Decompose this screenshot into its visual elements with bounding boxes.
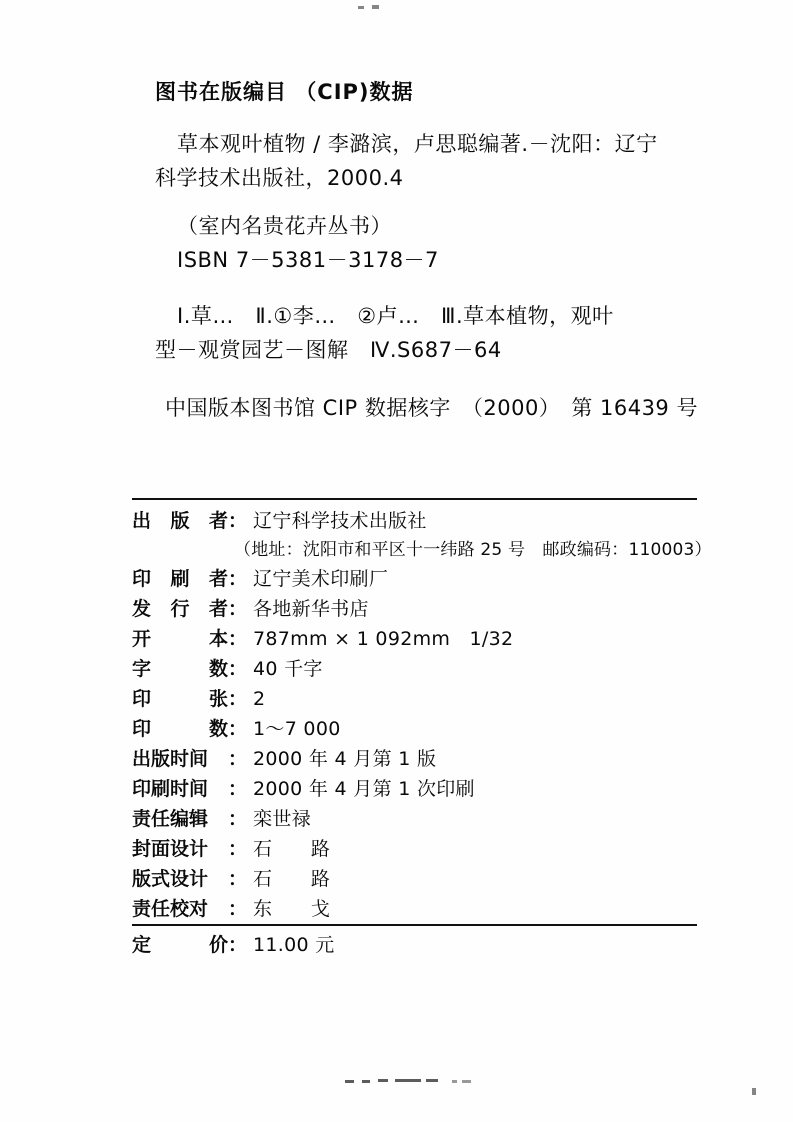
colophon-row (132, 654, 697, 684)
colophon-row-label: 出版者 (132, 510, 228, 532)
colophon-row (132, 714, 697, 744)
colophon-row-value: 2000 年 4 月第 1 版 (253, 748, 437, 770)
colophon-row (132, 564, 697, 594)
colophon-colon: ： (228, 868, 248, 890)
colophon-rows (132, 506, 712, 924)
publisher-address: （地址：沈阳市和平区十一纬路 25 号 邮政编码：110003） (234, 540, 712, 560)
colophon-row-label: 字数 (132, 658, 228, 680)
colophon-row-value: 石 路 (253, 838, 331, 860)
cip-classification-line-2: 型－观赏园艺－图解 Ⅳ.S687－64 (155, 338, 502, 363)
colophon-block (132, 498, 712, 960)
colophon-row-value: 石 路 (253, 868, 331, 890)
cip-series: （室内名贵花卉丛书） (177, 214, 392, 239)
colophon-colon: ： (228, 510, 248, 532)
scan-artifact (378, 1079, 388, 1082)
colophon-row-label: 封面设计 (132, 838, 209, 860)
cip-title-group (155, 127, 715, 195)
cip-title-line-1: 草本观叶植物 / 李潞滨，卢思聪编著.－沈阳：辽宁 (177, 132, 658, 157)
colophon-row-label: 责任编辑 (132, 808, 209, 830)
colophon-row-value: 1～7 000 (253, 718, 341, 740)
colophon-row-value: 2 (253, 688, 266, 710)
colophon-row-label: 发行者 (132, 598, 228, 620)
colophon-row-label: 出版时间 (132, 748, 209, 770)
colophon-colon: ： (228, 598, 248, 620)
colophon-row (132, 774, 697, 804)
colophon-row-label: 印张 (132, 688, 228, 710)
cip-isbn: ISBN 7－5381－3178－7 (177, 248, 439, 273)
colophon-colon: ： (228, 718, 248, 740)
colophon-row-value: 栾世禄 (253, 808, 311, 830)
scan-artifact (395, 1079, 421, 1082)
scan-speck (372, 5, 379, 9)
colophon-colon: ： (228, 808, 248, 830)
cip-series-group (155, 209, 715, 277)
cip-heading: 图书在版编目 （CIP)数据 (155, 80, 414, 104)
colophon-colon: ： (228, 688, 248, 710)
colophon-row-label: 开本 (132, 628, 228, 650)
scan-artifact (345, 1080, 354, 1083)
colophon-row (132, 506, 697, 536)
colophon-row (132, 894, 697, 924)
cip-classification-group (155, 299, 715, 367)
colophon-row (132, 744, 697, 774)
colophon-colon: ： (228, 898, 248, 920)
cip-registration-number: 中国版本图书馆 CIP 数据核字 （2000） 第 16439 号 (165, 396, 698, 421)
scan-artifact (362, 1080, 370, 1083)
colophon-row (132, 684, 697, 714)
cip-body (155, 127, 715, 425)
colophon-row-value: 各地新华书店 (253, 598, 369, 620)
scan-speck (358, 6, 364, 9)
colophon-colon: ： (228, 838, 248, 860)
colophon-colon: ： (228, 778, 248, 800)
colophon-colon: ： (228, 658, 248, 680)
colophon-colon: ： (228, 568, 248, 590)
colophon-row-label: 责任校对 (132, 898, 209, 920)
cip-title-line-2: 科学技术出版社，2000.4 (155, 166, 404, 191)
colophon-row-value: 2000 年 4 月第 1 次印刷 (253, 778, 475, 800)
colophon-row-value: 东 戈 (253, 898, 331, 920)
colophon-colon: ： (228, 748, 248, 770)
colophon-row-label: 印刷时间 (132, 778, 209, 800)
price-label: 定价 (132, 934, 228, 956)
colophon-row (132, 804, 697, 834)
colophon-row-value: 辽宁科学技术出版社 (253, 510, 427, 532)
colophon-row-value: 辽宁美术印刷厂 (253, 568, 389, 590)
colophon-row-label: 印刷者 (132, 568, 228, 590)
scan-artifact (752, 1088, 756, 1095)
colophon-row-label: 版式设计 (132, 868, 209, 890)
price-row (132, 930, 697, 960)
scan-artifact (462, 1080, 471, 1083)
scan-artifact (452, 1080, 457, 1083)
colophon-row-label: 印数 (132, 718, 228, 740)
colophon-row (132, 624, 697, 654)
colophon-row (132, 594, 697, 624)
scan-artifact (426, 1079, 438, 1082)
colophon-colon: ： (228, 934, 248, 956)
colophon-row (132, 834, 697, 864)
price-row-wrapper (132, 930, 697, 960)
colophon-row-value: 40 千字 (253, 658, 323, 680)
cip-block (155, 78, 715, 425)
colophon-colon: ： (228, 628, 248, 650)
colophon-row (132, 864, 697, 894)
colophon-row-value: 787mm × 1 092mm 1/32 (253, 628, 514, 650)
cip-classification-line-1: Ⅰ.草… Ⅱ.①李… ②卢… Ⅲ.草本植物，观叶 (177, 304, 614, 329)
colophon-top-rule (132, 498, 697, 500)
price-separator-rule (132, 924, 697, 926)
price-value: 11.00 元 (253, 934, 335, 956)
